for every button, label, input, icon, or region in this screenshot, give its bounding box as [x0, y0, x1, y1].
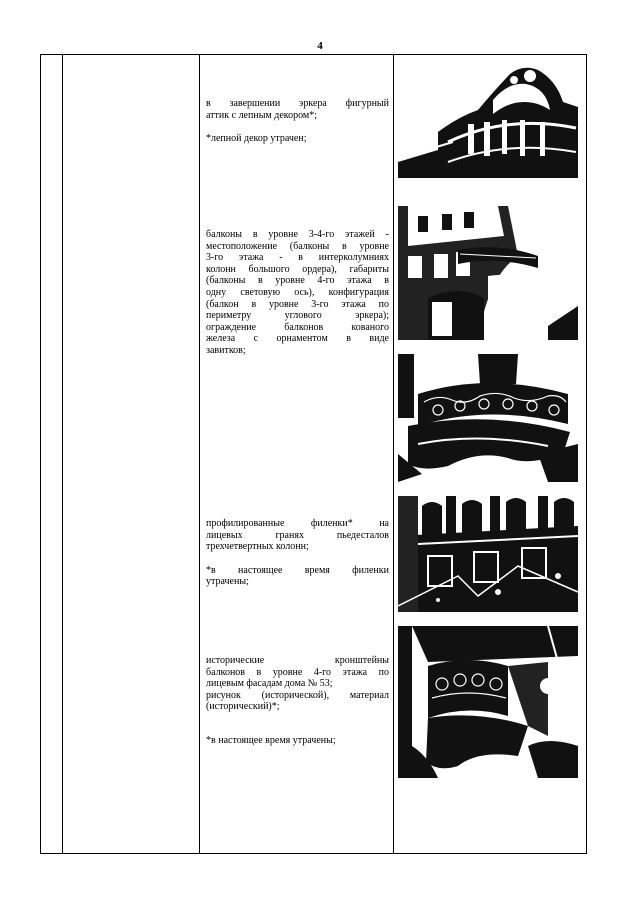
text-line: рисунок (исторической), материал [206, 689, 389, 701]
row-2-text [206, 229, 389, 357]
text-line: ограждение балконов кованого [206, 321, 389, 333]
text-line: лицевым фасадам дома № 53; [206, 678, 333, 690]
text-line: железа с орнаментом в виде [206, 333, 389, 345]
brackets-photo [398, 626, 578, 778]
panels-photo [398, 496, 578, 612]
text-line: завитков; [206, 344, 246, 356]
note-text: *в настоящее время утрачены; [206, 734, 336, 746]
note-text: *лепной декор утрачен; [206, 133, 307, 145]
text-line: трехчетвертных колонн; [206, 541, 309, 553]
text-line: аттик с лепным декором*; [206, 109, 318, 121]
row-4-text [206, 655, 389, 747]
balcony-photo-2 [398, 354, 578, 482]
note-line: *в настоящее время филенки [206, 564, 389, 576]
text-line: исторические кронштейны [206, 655, 389, 666]
text-line: (балконы в уровне 4-го этажа в [206, 275, 389, 287]
row-1-text [206, 98, 389, 145]
text-line: профилированные филенки* на [206, 518, 389, 529]
text-line: в завершении эркера фигурный [206, 98, 389, 109]
text-line: 3-го этажа - в интерколумниях [206, 252, 389, 264]
text-line: колонн большого ордера), габариты [206, 263, 389, 275]
page-number: 4 [317, 40, 323, 52]
text-line: местоположение (балконы в уровне [206, 240, 389, 252]
text-line: одну световую ось), конфигурация [206, 286, 389, 298]
text-line: (исторический)*; [206, 701, 280, 713]
balcony-photo-1 [398, 206, 578, 340]
text-line: балконов в уровне 4-го этажа по [206, 666, 389, 678]
column-divider [62, 55, 63, 853]
text-line: (балкон в уровне 3-го этажа по [206, 298, 389, 310]
note-line: утрачены; [206, 576, 249, 588]
attic-photo [398, 62, 578, 178]
column-divider [393, 55, 394, 853]
text-line: периметру углового эркера); [206, 310, 389, 322]
text-line: балконы в уровне 3-4-го этажей - [206, 229, 389, 240]
column-divider [199, 55, 200, 853]
text-line: лицевых гранях пьедесталов [206, 529, 389, 541]
row-3-text [206, 518, 389, 588]
